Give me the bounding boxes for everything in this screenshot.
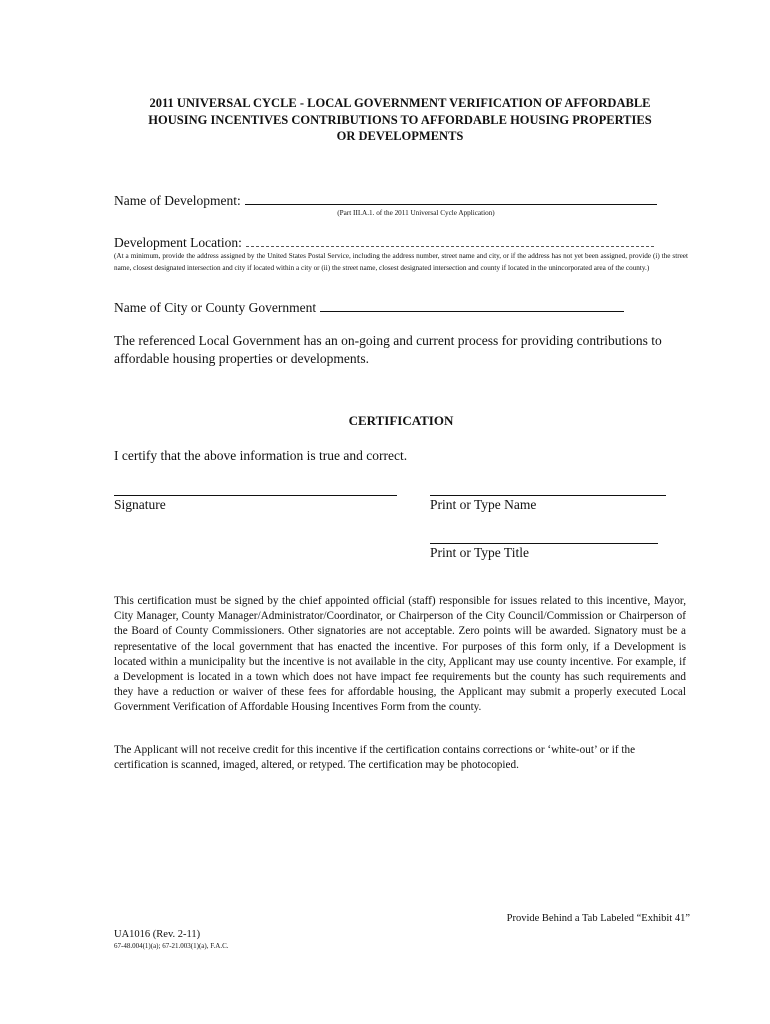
signature-line[interactable] (114, 495, 397, 496)
development-name-field[interactable] (245, 203, 657, 205)
print-name-line[interactable] (430, 495, 666, 496)
development-location-field[interactable] (246, 245, 654, 247)
print-title-line[interactable] (430, 543, 658, 544)
government-name-field[interactable] (320, 310, 624, 312)
certification-heading: CERTIFICATION (348, 413, 454, 428)
government-name-label: Name of City or County Government (114, 300, 317, 315)
development-name-note: (Part III.A.1. of the 2011 Universal Cycle Application) (337, 209, 495, 217)
development-location-note: (At a minimum, provide the address assigned by the United States Postal Service, including the address number, street name and city, or if the address has not yet been assigned, provide (i) the street name, closest designated intersection and city if located within a city or (ii) the street name, closest designated intersection and county if located in the unincorporated area of the county.) (114, 252, 688, 272)
title-line-3: OR DEVELOPMENTS (336, 129, 464, 143)
page-title (100, 95, 700, 145)
instructions-paragraph-2: The Applicant will not receive credit for this incentive if the certification contains corrections or ‘white-out’ or if the certification is scanned, imaged, altered, or retyped. The certification may be photocopied. (114, 744, 636, 772)
form-number: UA1016 (Rev. 2-11) (114, 929, 201, 940)
certification-statement: I certify that the above information is true and correct. (114, 448, 408, 463)
signature-label: Signature (114, 497, 166, 512)
development-name-row (114, 193, 657, 209)
instructions-paragraph-1: This certification must be signed by the chief appointed official (staff) responsible for issues related to this incentive, Mayor, City Manager, County Manager/Administrator/Coordinator, or Chairperson of the City Council/Commission or Chairperson of the Board of County Commissioners. Other signatories are not acceptable. Zero points will be awarded. Signatory must be a representative of the local government that has enacted the incentive. For purposes of this form only, if a Development is located within a municipality but the incentive is not available in the city, Applicant may use county incentive. For example, if a Development is located in a town which does not have impact fee requirements but the county has such requirements and they have a reduction or waiver of these fees for affordable housing, the Applicant may submit a properly executed Local Government Verification of Affordable Housing Incentives Form from the county. (114, 595, 686, 714)
government-name-row (114, 300, 624, 316)
print-name-label: Print or Type Name (430, 497, 537, 512)
title-line-2: HOUSING INCENTIVES CONTRIBUTIONS TO AFFORDABLE HOUSING PROPERTIES (148, 112, 652, 127)
development-name-label: Name of Development: (114, 193, 241, 208)
local-government-statement: The referenced Local Government has an on-going and current process for providing contributions to affordable housing properties or developments. (114, 333, 662, 366)
rule-reference: 67-48.004(1)(a); 67-21.003(1)(a), F.A.C. (114, 942, 229, 950)
print-title-label: Print or Type Title (430, 545, 529, 560)
exhibit-note: Provide Behind a Tab Labeled “Exhibit 41” (506, 913, 690, 924)
title-line-1: 2011 UNIVERSAL CYCLE - LOCAL GOVERNMENT VERIFICATION OF AFFORDABLE (149, 96, 651, 110)
development-location-label: Development Location: (114, 235, 242, 250)
development-location-row (114, 235, 654, 251)
